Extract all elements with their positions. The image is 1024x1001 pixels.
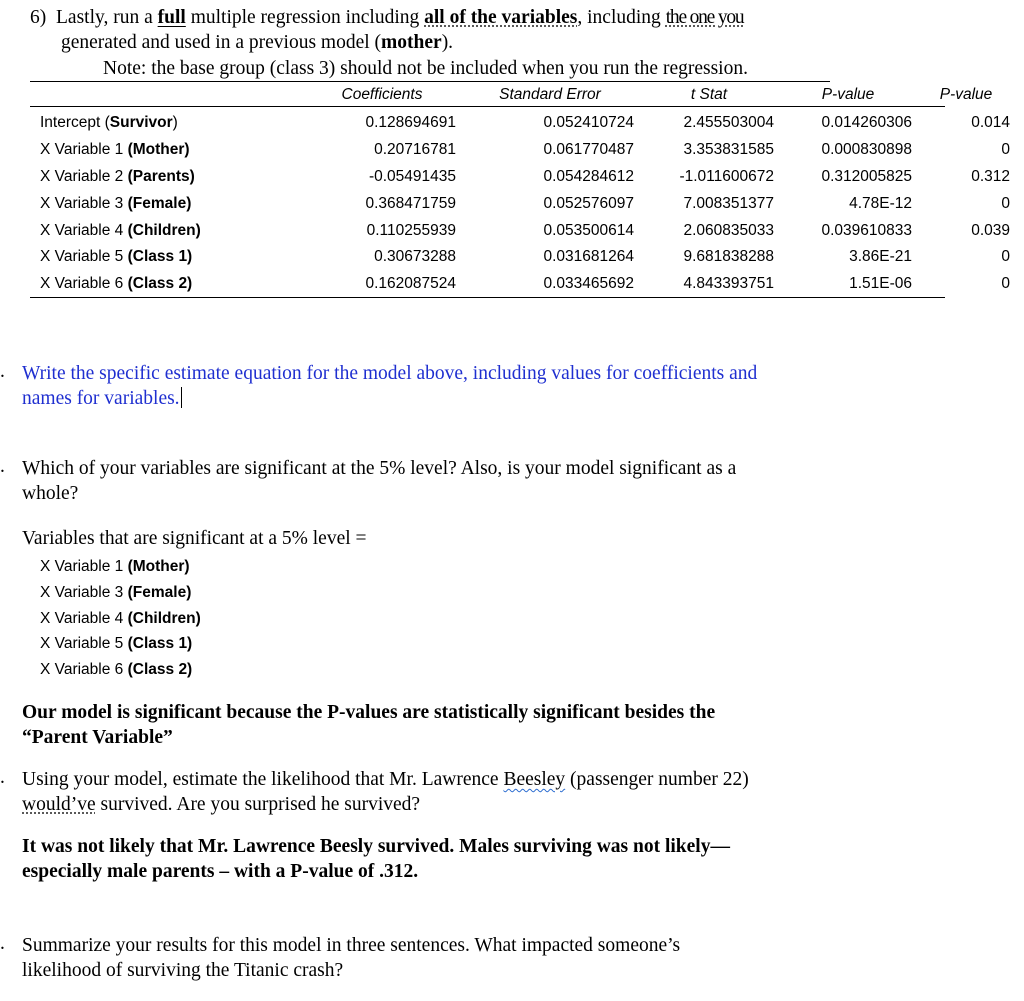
t-stat-cell: 2.060835033	[683, 221, 774, 239]
variable-name-cell: X Variable 6 (Class 2)	[40, 275, 193, 293]
significance-prompt: Which of your variables are significant at the 5% level? Also, is your model significant as a whole?	[22, 458, 737, 504]
p-value-rounded-cell: 0	[1001, 248, 1010, 266]
p-value-cell: 0.312005825	[821, 167, 912, 185]
bullet-mark: .	[0, 456, 5, 477]
column-header-standard-error: Standard Error	[499, 86, 601, 103]
coefficient-cell: 0.30673288	[374, 248, 456, 266]
list-item: X Variable 1 (Mother)	[40, 558, 190, 575]
table-row	[30, 190, 1020, 217]
coefficient-cell: 0.20716781	[374, 141, 456, 159]
beesley-prompt: Using your model, estimate the likelihood that Mr. Lawrence Beesley (passenger number 22) would’ve survived. Are you surprised he survived?	[22, 769, 749, 815]
beesley-answer: It was not likely that Mr. Lawrence Beesly survived. Males surviving was not likely— especially male parents – with a P-value of .312.	[22, 836, 730, 882]
significant-intro: Variables that are significant at a 5% level =	[22, 528, 367, 549]
list-item: X Variable 3 (Female)	[40, 583, 192, 601]
column-header-p-value: P-value	[821, 86, 875, 103]
t-stat-cell: 3.353831585	[683, 141, 774, 159]
the-one-you-text: the one you	[665, 7, 744, 28]
table-row	[30, 244, 1020, 271]
list-item: X Variable 5 (Class 1)	[40, 635, 193, 653]
all-variables-emphasis: all of the variables	[424, 7, 578, 28]
summary-prompt: Summarize your results for this model in three sentences. What impacted someone’s likelihood of surviving the Titanic crash?	[22, 935, 681, 981]
equation-prompt[interactable]: Write the specific estimate equation for the model above, including values for coefficients and names for variables.	[22, 363, 758, 409]
p-value-cell: 0.039610833	[821, 221, 912, 239]
beesley-name: Beesley	[503, 769, 566, 790]
variable-name-cell: X Variable 4 (Children)	[40, 221, 201, 239]
model-significance-answer: Our model is significant because the P-values are statistically significant besides the “Parent Variable”	[22, 702, 716, 748]
table-header-row	[30, 84, 1020, 106]
t-stat-cell: 4.843393751	[683, 275, 774, 293]
standard-error-cell: 0.054284612	[543, 167, 634, 185]
p-value-cell: 1.51E-06	[849, 275, 912, 293]
coefficient-cell: -0.05491435	[368, 167, 456, 185]
list-item: X Variable 6 (Class 2)	[40, 661, 193, 679]
p-value-rounded-cell: 0	[1001, 194, 1010, 212]
t-stat-cell: 2.455503004	[683, 114, 774, 132]
p-value-rounded-cell: 0	[1001, 141, 1010, 159]
p-value-rounded-cell: 0	[1001, 275, 1010, 293]
list-item: X Variable 4 (Children)	[40, 609, 201, 627]
p-value-cell: 0.014260306	[821, 114, 912, 132]
significant-variable-list	[40, 554, 201, 683]
standard-error-cell: 0.052410724	[543, 114, 634, 132]
coefficient-cell: 0.368471759	[365, 194, 456, 212]
wouldve-word: would’ve	[22, 794, 96, 815]
coefficient-cell: 0.162087524	[365, 275, 456, 293]
p-value-rounded-cell: 0.312	[971, 167, 1010, 185]
question-line-1: 6) Lastly, run a full multiple regression including all of the variables, including the one you	[30, 7, 744, 28]
question-line-2: generated and used in a previous model (mother).	[61, 32, 454, 53]
column-header-t-stat: t Stat	[690, 86, 728, 103]
variable-name-cell: Intercept (Survivor)	[40, 114, 178, 132]
p-value-cell: 3.86E-21	[849, 248, 912, 266]
question-block	[30, 5, 990, 55]
table-top-rule	[30, 81, 830, 82]
t-stat-cell: 7.008351377	[683, 194, 774, 212]
table-row	[30, 217, 1020, 244]
bullet-mark: .	[0, 933, 5, 954]
base-group-note: Note: the base group (class 3) should not be included when you run the regression.	[103, 58, 748, 79]
t-stat-cell: -1.011600672	[679, 167, 774, 185]
standard-error-cell: 0.031681264	[543, 248, 634, 266]
p-value-cell: 4.78E-12	[849, 194, 912, 212]
p-value-rounded-cell: 0.014	[971, 114, 1010, 132]
table-row	[30, 271, 1020, 298]
bullet-mark: .	[0, 361, 5, 382]
table-row	[30, 164, 1020, 191]
table-row	[30, 137, 1020, 164]
table-row	[30, 110, 1020, 137]
standard-error-cell: 0.053500614	[543, 221, 634, 239]
variable-name-cell: X Variable 3 (Female)	[40, 194, 192, 212]
question-number: 6)	[30, 7, 47, 28]
coefficient-cell: 0.128694691	[365, 114, 456, 132]
coefficient-cell: 0.110255939	[366, 221, 456, 239]
p-value-cell: 0.000830898	[821, 141, 912, 159]
variable-name-cell: X Variable 5 (Class 1)	[40, 248, 193, 266]
standard-error-cell: 0.052576097	[543, 194, 634, 212]
standard-error-cell: 0.033465692	[543, 275, 634, 293]
column-header-coefficients: Coefficients	[341, 86, 423, 103]
variable-name-cell: X Variable 1 (Mother)	[40, 141, 190, 159]
column-header-p-value-rounded: P-value	[939, 86, 993, 103]
bullet-mark: .	[0, 767, 5, 788]
regression-table	[30, 84, 1020, 298]
p-value-rounded-cell: 0.039	[971, 221, 1010, 239]
standard-error-cell: 0.061770487	[543, 141, 634, 159]
column-header-variable	[30, 84, 308, 106]
full-emphasis: full	[157, 7, 186, 28]
t-stat-cell: 9.681838288	[683, 248, 774, 266]
text-cursor	[181, 387, 182, 408]
variable-name-cell: X Variable 2 (Parents)	[40, 167, 195, 185]
